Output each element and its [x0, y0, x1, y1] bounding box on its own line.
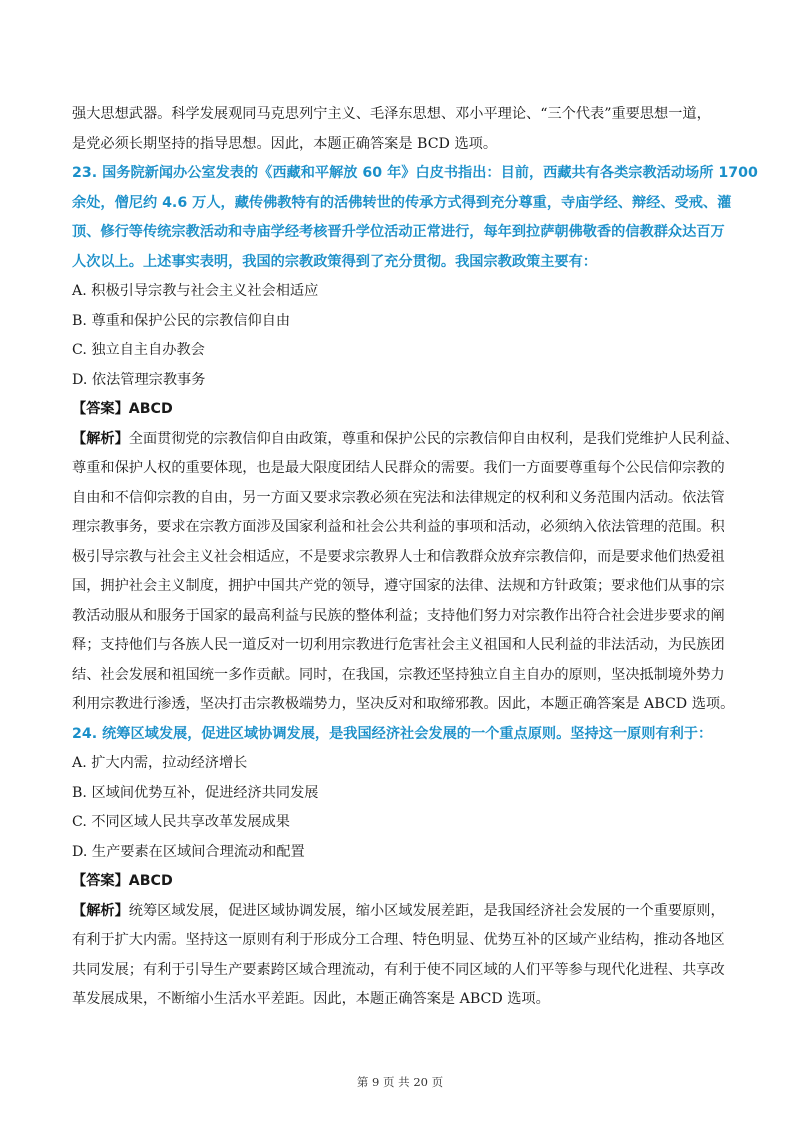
- analysis-line: 教活动服从和服务于国家的最高利益与民族的整体利益；支持他们努力对宗教作出符合社会进步要求的阐: [72, 607, 725, 624]
- analysis-tag: 【解析】: [72, 902, 129, 919]
- page-footer: 第 9 页 共 20 页: [356, 1075, 444, 1089]
- analysis-text: 全面贯彻党的宗教信仰自由政策，尊重和保护公民的宗教信仰自由权利，是我们党维护人民利益、: [128, 430, 739, 447]
- answer-tag: 【答案】: [72, 873, 129, 889]
- question-23-line: 人次以上。上述事实表明，我国的宗教政策得到了充分贯彻。我国宗教政策主要有：: [72, 253, 597, 270]
- analysis-line: 革发展成果，不断缩小生活水平差距。因此，本题正确答案是 ABCD 选项。: [72, 991, 550, 1007]
- intro-paragraph: [72, 100, 732, 159]
- option-a: A. 扩大内需，拉动经济增长: [72, 755, 248, 771]
- option-b: B. 区域间优势互补，促进经济共同发展: [72, 784, 319, 801]
- analysis-line: 自由和不信仰宗教的自由，另一方面又要求宗教必须在宪法和法律规定的权利和义务范围内活动。依法管: [72, 489, 725, 506]
- option-d: D. 依法管理宗教事务: [72, 371, 206, 388]
- answer-value: ABCD: [128, 873, 173, 889]
- analysis-line: 极引导宗教与社会主义社会相适应，不是要求宗教界人士和信教群众放弃宗教信仰，而是要求他们热爱祖: [72, 548, 725, 565]
- question-23-line: 余处，僧尼约 4.6 万人，藏传佛教特有的活佛转世的传承方式得到充分尊重，寺庙学经、辩经、受戒、灌: [72, 194, 732, 211]
- question-23: [72, 159, 758, 720]
- answer-line: [72, 867, 732, 897]
- analysis-line: [72, 897, 732, 927]
- question-24: [72, 720, 732, 1015]
- analysis-line: 释；支持他们与各族人民一道反对一切利用宗教进行危害社会主义祖国和人民利益的非法活动，为民族团: [72, 637, 725, 653]
- analysis-tag: 【解析】: [72, 430, 129, 447]
- analysis-line: 结、社会发展和祖国统一多作贡献。同时，在我国，宗教还坚持独立自主自办的原则，坚决抵制境外势力: [72, 666, 725, 683]
- analysis-line: 共同发展；有利于引导生产要素跨区域合理流动，有利于使不同区域的人们平等参与现代化进程、共享改: [72, 961, 725, 978]
- document-page: [72, 100, 758, 1015]
- option-c: C. 独立自主自办教会: [72, 342, 205, 358]
- analysis-line: 理宗教事务，要求在宗教方面涉及国家利益和社会公共利益的事项和活动，必须纳入依法管理的范围。积: [72, 519, 725, 535]
- analysis-line: 尊重和保护人权的重要体现，也是最大限度团结人民群众的需要。我们一方面要尊重每个公民信仰宗教的: [72, 460, 725, 476]
- answer-value: ABCD: [128, 401, 173, 417]
- analysis-line: 国，拥护社会主义制度，拥护中国共产党的领导，遵守国家的法律、法规和方针政策；要求他们从事的宗: [72, 578, 725, 594]
- option-c: C. 不同区域人民共享改革发展成果: [72, 814, 290, 830]
- question-24-line: 24. 统筹区域发展，促进区域协调发展，是我国经济社会发展的一个重点原则。坚持这一原则有利于：: [72, 725, 713, 742]
- analysis-line: 利用宗教进行渗透，坚决打击宗教极端势力，坚决反对和取缔邪教。因此，本题正确答案是 ABCD 选项。: [72, 696, 735, 712]
- analysis-line: 有利于扩大内需。坚持这一原则有利于形成分工合理、特色明显、优势互补的区域产业结构，推动各地区: [72, 932, 725, 948]
- question-23-line: 23. 国务院新闻办公室发表的《西藏和平解放 60 年》白皮书指出：目前，西藏共有各类宗教活动场所 1700: [72, 165, 758, 181]
- intro-line: 是党必须长期坚持的指导思想。因此，本题正确答案是 BCD 选项。: [72, 135, 498, 152]
- option-b: B. 尊重和保护公民的宗教信仰自由: [72, 312, 291, 329]
- analysis-line: [72, 425, 739, 455]
- answer-line: [72, 395, 732, 425]
- option-d: D. 生产要素在区域间合理流动和配置: [72, 843, 305, 860]
- option-a: A. 积极引导宗教与社会主义社会相适应: [72, 283, 319, 299]
- question-23-line: 顶、修行等传统宗教活动和寺庙学经考核晋升学位活动正常进行，每年到拉萨朝佛敬香的信教群众达百万: [72, 224, 725, 240]
- analysis-text: 统筹区域发展，促进区域协调发展，缩小区域发展差距，是我国经济社会发展的一个重要原则，: [128, 902, 725, 919]
- intro-line: 强大思想武器。科学发展观同马克思列宁主义、毛泽东思想、邓小平理论、“三个代表”重要思想一道，: [72, 106, 711, 122]
- answer-tag: 【答案】: [72, 401, 129, 417]
